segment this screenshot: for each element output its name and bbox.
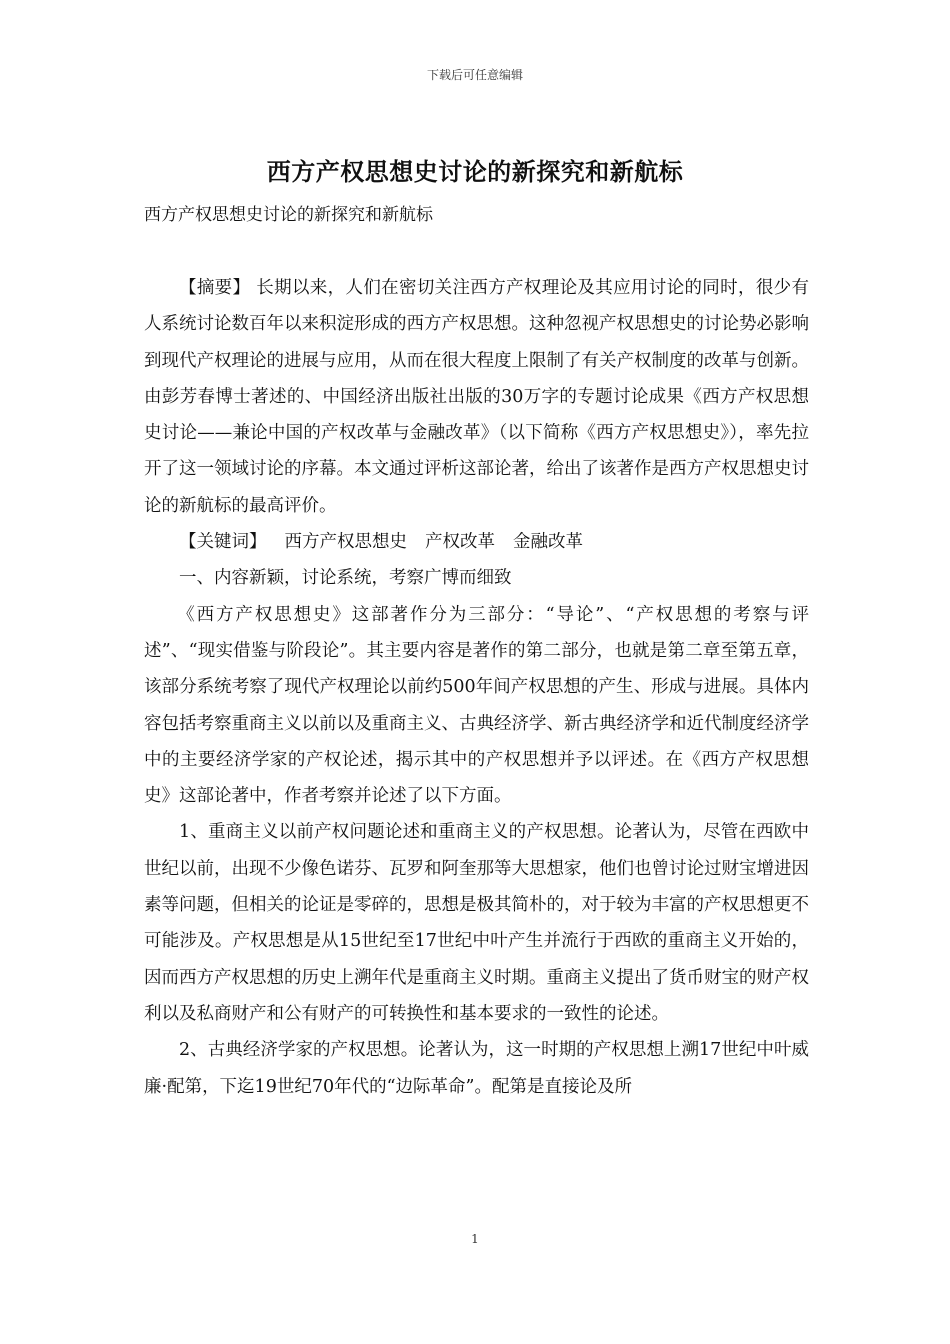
body-paragraph: 1、重商主义以前产权问题论述和重商主义的产权思想。论著认为，尽管在西欧中世纪以前，出现不少像色诺芬、瓦罗和阿奎那等大思想家，他们也曾讨论过财宝增进因素等问题，但相关的论证是零碎的，思想是极其简朴的，对于较为丰富的产权思想更不可能涉及。产权思想是从15世纪至17世纪中叶产生并流行于西欧的重商主义开始的，因而西方产权思想的历史上溯年代是重商主义时期。重商主义提出了货币财宝的财产权利以及私商财产和公有财产的可转换性和基本要求的一致性的论述。 xyxy=(144,822,809,1024)
keywords-paragraph xyxy=(144,524,809,560)
abstract-label: 【摘要】 xyxy=(179,278,251,298)
keywords-label: 【关键词】 xyxy=(179,532,267,553)
keyword-item: 西方产权思想史 xyxy=(284,532,407,553)
header-note: 下载后可任意编辑 xyxy=(426,68,523,82)
abstract-text: 长期以来，人们在密切关注西方产权理论及其应用讨论的同时，很少有人系统讨论数百年以来积淀形成的西方产权思想。这种忽视产权思想史的讨论势必影响到现代产权理论的进展与应用，从而在很大程度上限制了有关产权制度的改革与创新。由彭芳春博士著述的、中国经济出版社出版的30万字的专题讨论成果《西方产权思想史讨论——兼论中国的产权改革与金融改革》（以下简称《西方产权思想史》），率先拉开了这一领域讨论的序幕。本文通过评析这部论著，给出了该著作是西方产权思想史讨论的新航标的最高评价。 xyxy=(144,278,809,516)
page-number: 1 xyxy=(471,1232,479,1246)
body-paragraph: 2、古典经济学家的产权思想。论著认为，这一时期的产权思想上溯17世纪中叶威廉·配第，下迄19世纪70年代的“边际革命”。配第是直接论及所 xyxy=(144,1040,809,1097)
keyword-item: 产权改革 xyxy=(425,532,495,553)
abstract-paragraph xyxy=(144,270,809,524)
document-body xyxy=(144,270,809,1105)
document-subtitle: 西方产权思想史讨论的新探究和新航标 xyxy=(144,205,433,225)
body-paragraph: 《西方产权思想史》这部著作分为三部分：“导论”、“产权思想的考察与评述”、“现实借鉴与阶段论”。其主要内容是著作的第二部分，也就是第二章至第五章，该部分系统考察了现代产权理论以前约500年间产权思想的产生、形成与进展。具体内容包括考察重商主义以前以及重商主义、古典经济学、新古典经济学和近代制度经济学中的主要经济学家的产权论述，揭示其中的产权思想并予以评述。在《西方产权思想史》这部论著中，作者考察并论述了以下方面。 xyxy=(144,604,809,807)
document-title: 西方产权思想史讨论的新探究和新航标 xyxy=(266,157,684,186)
keyword-item: 金融改革 xyxy=(513,532,583,553)
section-heading: 一、内容新颖，讨论系统，考察广博而细致 xyxy=(179,568,512,589)
